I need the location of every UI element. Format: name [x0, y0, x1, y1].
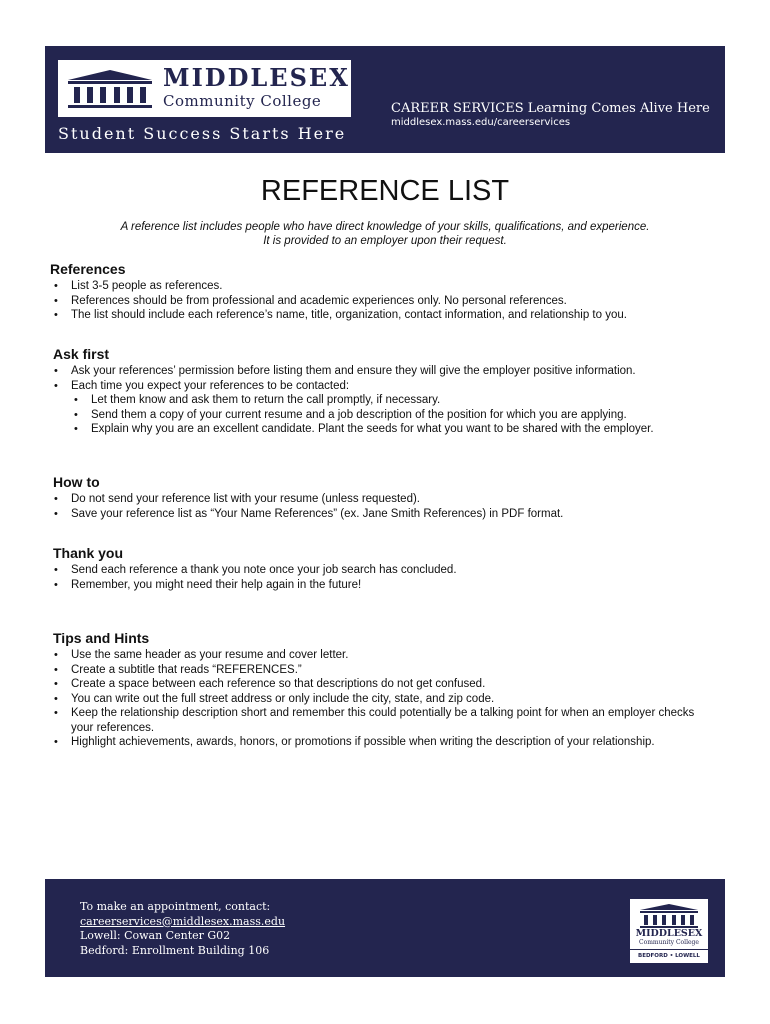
career-services-url[interactable]: middlesex.mass.edu/careerservices — [391, 117, 571, 128]
sub-list-item: • Explain why you are an excellent candidate. Plant the seeds for what you want to be shared with the employer. — [70, 422, 661, 437]
list-item: • Save your reference list as “Your Name References” (ex. Jane Smith References) in PDF format. — [50, 507, 730, 522]
contact-label: To make an appointment, contact: — [80, 900, 271, 913]
list-item: • Each time you expect your references to be contacted: — [50, 379, 730, 394]
logo-college-subtitle: Community College — [163, 92, 322, 110]
college-logo — [58, 60, 351, 117]
list-item: • Remember, you might need their help again in the future! — [50, 578, 730, 593]
list-item: • List 3-5 people as references. — [50, 279, 730, 294]
list-item: • The list should include each reference’s name, title, organization, contact information, and relationship to you. — [50, 308, 730, 323]
columns-building-icon — [638, 903, 700, 929]
list-item: • You can write out the full street address or only include the city, state, and zip code. — [50, 692, 730, 707]
list-item: • Create a subtitle that reads “REFERENCES.” — [50, 663, 730, 678]
contact-email-link[interactable]: careerservices@middlesex.mass.edu — [80, 914, 286, 928]
list-item: • Use the same header as your resume and cover letter. — [50, 648, 730, 663]
list-item: • Highlight achievements, awards, honors, or promotions if possible when writing the description of your relationship. — [50, 735, 730, 750]
section-heading: Ask first — [53, 346, 110, 362]
bedford-location: Bedford: Enrollment Building 106 — [80, 943, 270, 957]
section-heading: Tips and Hints — [53, 630, 150, 646]
footer-logo-campuses: BEDFORD • LOWELL — [630, 949, 708, 962]
section-ask-first — [50, 346, 730, 437]
footer-logo — [630, 899, 708, 963]
section-heading: How to — [53, 474, 100, 490]
career-services-title: CAREER SERVICES Learning Comes Alive Here — [391, 101, 710, 116]
section-heading: References — [50, 261, 126, 277]
footer-banner — [45, 879, 725, 977]
footer-logo-subtitle: Community College — [639, 939, 699, 946]
list-item: • Ask your references’ permission before listing them and ensure they will give the employer positive information. — [50, 364, 730, 379]
intro-line: It is provided to an employer upon their request. — [263, 235, 507, 247]
tagline: Student Success Starts Here — [58, 124, 347, 143]
page-title: REFERENCE LIST — [260, 175, 510, 207]
intro-text — [60, 220, 710, 248]
list-item: • Send each reference a thank you note once your job search has concluded. — [50, 563, 730, 578]
list-item: • References should be from professional and academic experiences only. No personal references. — [50, 294, 730, 309]
list-item: • Keep the relationship description short and remember this could potentially be a talking point for when an employer checks your references. — [50, 706, 711, 735]
logo-college-name: MIDDLESEX — [163, 63, 350, 92]
intro-line: A reference list includes people who have direct knowledge of your skills, qualifications, and experience. — [120, 221, 650, 233]
section-references — [50, 261, 730, 323]
sub-list-item: • Send them a copy of your current resume and a job description of the position for which you are applying. — [70, 408, 730, 423]
list-item: • Create a space between each reference so that descriptions do not get confused. — [50, 677, 730, 692]
header-banner — [45, 46, 725, 153]
columns-building-icon — [64, 66, 156, 112]
list-item: • Do not send your reference list with your resume (unless requested). — [50, 492, 730, 507]
lowell-location: Lowell: Cowan Center G02 — [80, 929, 231, 942]
section-tips-and-hints — [50, 630, 730, 750]
section-how-to — [50, 474, 730, 521]
section-thank-you — [50, 545, 730, 592]
contact-info — [80, 900, 285, 958]
footer-logo-name: MIDDLESEX — [635, 928, 703, 939]
section-heading: Thank you — [53, 545, 124, 561]
sub-list-item: • Let them know and ask them to return the call promptly, if necessary. — [70, 393, 730, 408]
